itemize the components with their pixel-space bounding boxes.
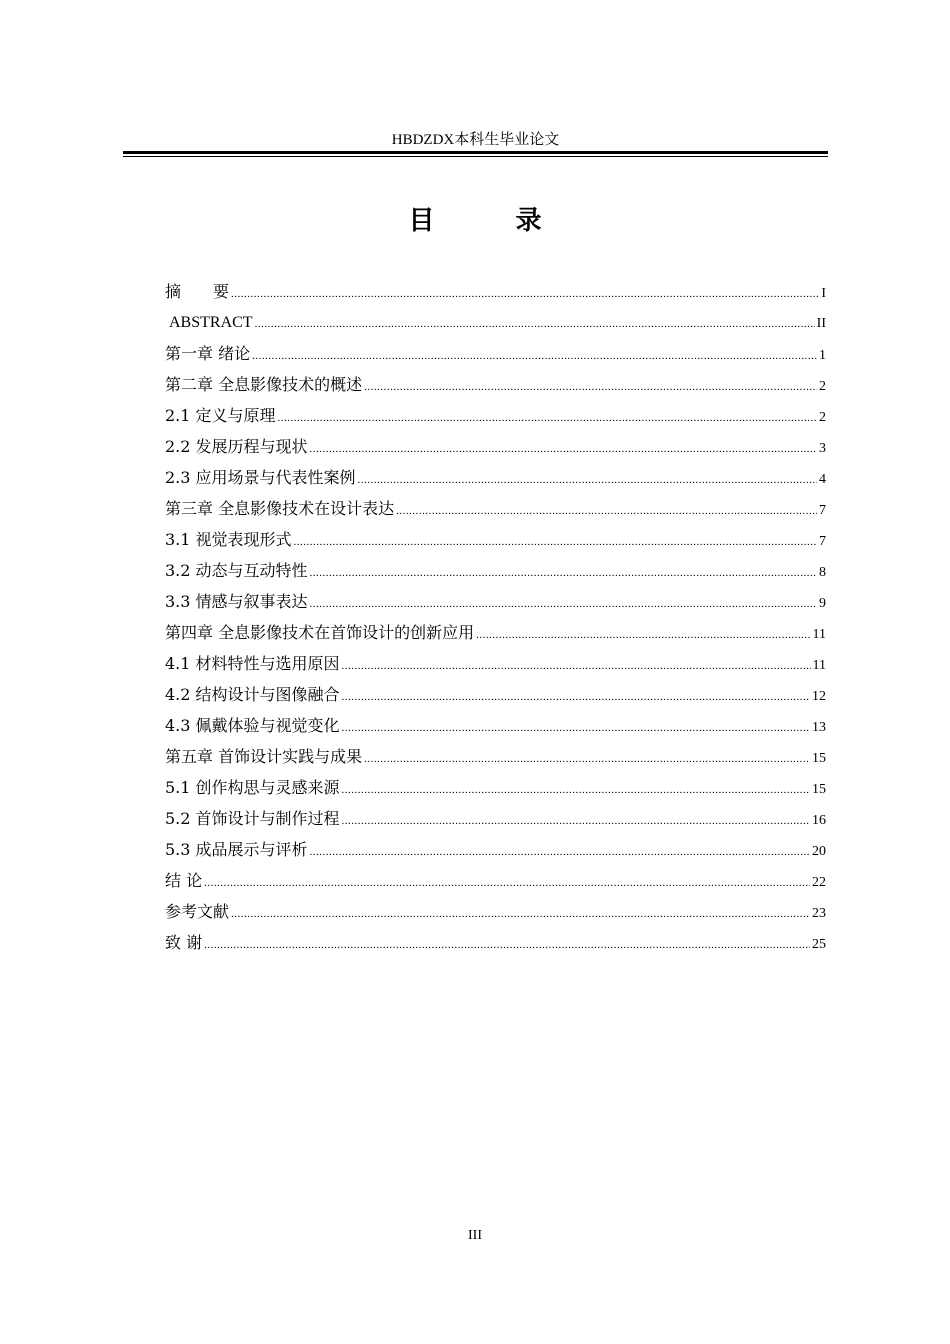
toc-entry-label: 第五章 首饰设计实践与成果 [165, 747, 363, 766]
toc-entry[interactable] [165, 741, 826, 772]
toc-entry-page: 23 [812, 906, 826, 921]
toc-leader-dots [396, 496, 817, 527]
toc-leader-dots [204, 930, 810, 961]
toc-entry-label: 第三章 全息影像技术在设计表达 [165, 499, 395, 518]
toc-leader-dots [255, 309, 815, 340]
toc-leader-dots [278, 403, 817, 434]
toc-leader-dots [342, 682, 810, 713]
toc-entry-page: 9 [819, 596, 826, 611]
toc-entry-label: 3.1 视觉表现形式 [165, 530, 292, 549]
toc-leader-dots [310, 434, 817, 465]
toc-entry[interactable] [165, 431, 826, 462]
toc-entry-label: 摘 要 [165, 282, 230, 301]
toc-entry-page: 12 [812, 689, 826, 704]
toc-leader-dots [294, 527, 817, 558]
toc-entry[interactable] [165, 834, 826, 865]
toc-leader-dots [342, 651, 811, 682]
toc-entry-page: 2 [819, 410, 826, 425]
toc-leader-dots [358, 465, 817, 496]
toc-entry-label: 4.2 结构设计与图像融合 [165, 685, 340, 704]
toc-entry-page: 8 [819, 565, 826, 580]
toc-leader-dots [310, 589, 817, 620]
toc-entry-page: 7 [819, 534, 826, 549]
toc-entry-page: 11 [812, 658, 826, 673]
toc-entry[interactable] [165, 462, 826, 493]
toc-entry-label: 结 论 [165, 871, 203, 890]
toc-entry-label: 5.1 创作构思与灵感来源 [165, 778, 340, 797]
header-rule-thin [123, 156, 828, 157]
toc-entry-label: 第一章 绪论 [165, 344, 251, 363]
toc-entry-label: 4.1 材料特性与选用原因 [165, 654, 340, 673]
toc-entry-label: 第二章 全息影像技术的概述 [165, 375, 363, 394]
toc-entry-page: 22 [812, 875, 826, 890]
toc-entry[interactable] [165, 865, 826, 896]
toc-entry[interactable] [165, 896, 826, 927]
toc-entry[interactable] [165, 369, 826, 400]
toc-entry-page: 7 [819, 503, 826, 518]
toc-title: 目 录 [408, 206, 578, 236]
toc-entry-label: 2.3 应用场景与代表性案例 [165, 468, 356, 487]
toc-leader-dots [476, 620, 810, 651]
toc-entry-page: 16 [812, 813, 826, 828]
toc-entry-page: 3 [819, 441, 826, 456]
toc-entry-page: 15 [812, 751, 826, 766]
toc-leader-dots [342, 806, 810, 837]
toc-leader-dots [364, 744, 810, 775]
toc-entry-label: 5.3 成品展示与评析 [165, 840, 308, 859]
toc-entry-label: 3.2 动态与互动特性 [165, 561, 308, 580]
toc-entry[interactable] [165, 555, 826, 586]
toc-entry-page: 11 [812, 627, 826, 642]
toc-entry[interactable] [165, 524, 826, 555]
toc-leader-dots [204, 868, 810, 899]
toc-leader-dots [364, 372, 817, 403]
toc-leader-dots [231, 279, 819, 310]
toc-entry[interactable] [165, 338, 826, 369]
toc-entry-page: 15 [812, 782, 826, 797]
toc-entry[interactable] [165, 307, 826, 338]
toc-leader-dots [310, 558, 817, 589]
toc-leader-dots [342, 775, 810, 806]
toc-leader-dots [310, 837, 810, 868]
toc-entry[interactable] [165, 803, 826, 834]
toc-entry[interactable] [165, 617, 826, 648]
toc-entry[interactable] [165, 493, 826, 524]
toc-leader-dots [252, 341, 817, 372]
toc-entry-page: I [821, 286, 826, 301]
page-number: III [468, 1228, 482, 1243]
toc-entry-page: II [816, 316, 826, 331]
toc-entry[interactable] [165, 710, 826, 741]
toc-entry-label: 4.3 佩戴体验与视觉变化 [165, 716, 340, 735]
toc-entry-page: 20 [812, 844, 826, 859]
toc-entry-label: 致 谢 [165, 933, 203, 952]
toc-entry-label: 2.1 定义与原理 [165, 406, 276, 425]
toc-leader-dots [231, 899, 810, 930]
table-of-contents [165, 276, 826, 958]
toc-entry[interactable] [165, 772, 826, 803]
toc-entry-page: 2 [819, 379, 826, 394]
toc-entry[interactable] [165, 927, 826, 958]
toc-entry[interactable] [165, 586, 826, 617]
toc-entry-label: 第四章 全息影像技术在首饰设计的创新应用 [165, 623, 475, 642]
toc-entry-page: 13 [812, 720, 826, 735]
toc-entry-page: 25 [812, 937, 826, 952]
toc-entry-label: 5.2 首饰设计与制作过程 [165, 809, 340, 828]
toc-entry-label: 3.3 情感与叙事表达 [165, 592, 308, 611]
toc-leader-dots [342, 713, 810, 744]
toc-entry-label: 2.2 发展历程与现状 [165, 437, 308, 456]
toc-entry[interactable] [165, 679, 826, 710]
header-rule-thick [123, 151, 828, 154]
toc-entry[interactable] [165, 400, 826, 431]
toc-entry[interactable] [165, 276, 826, 307]
running-header: HBDZDX本科生毕业论文 [391, 132, 560, 148]
toc-entry-page: 4 [819, 472, 826, 487]
toc-entry-label: 参考文献 [165, 902, 230, 921]
toc-entry[interactable] [165, 648, 826, 679]
toc-entry-page: 1 [819, 348, 826, 363]
toc-entry-label: ABSTRACT [169, 314, 253, 331]
